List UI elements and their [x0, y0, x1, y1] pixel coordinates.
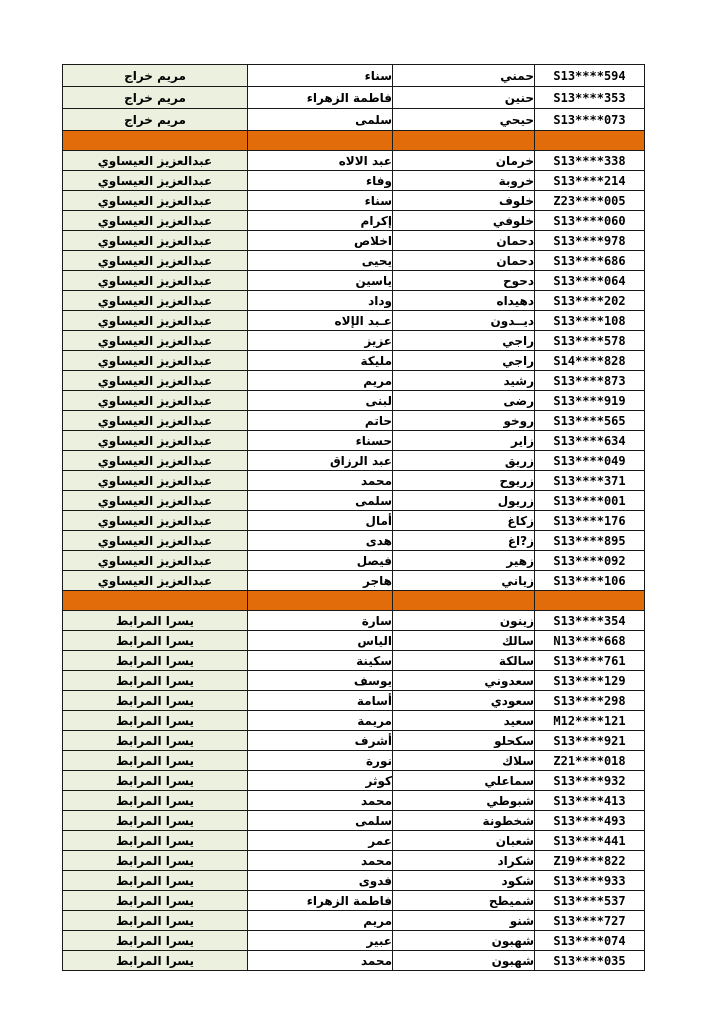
supervisor-cell: يسرا المرابط — [63, 731, 248, 751]
id-cell: S13****634 — [535, 431, 645, 451]
first-name-cell: هدى — [248, 531, 393, 551]
first-name-cell: حسناء — [248, 431, 393, 451]
last-name-cell: حيحي — [393, 109, 535, 131]
last-name-cell: سعدوني — [393, 671, 535, 691]
last-name-cell: دحمان — [393, 251, 535, 271]
supervisor-cell: عبدالعزيز العيساوي — [63, 571, 248, 591]
table-row — [63, 691, 645, 711]
id-cell: S13****074 — [535, 931, 645, 951]
last-name-cell: شنو — [393, 911, 535, 931]
table-row — [63, 331, 645, 351]
first-name-cell: يوسف — [248, 671, 393, 691]
first-name-cell: فيصل — [248, 551, 393, 571]
id-cell: M12****121 — [535, 711, 645, 731]
student-roster-table-wrap — [62, 64, 644, 971]
supervisor-cell: يسرا المرابط — [63, 771, 248, 791]
supervisor-cell: مريم خراج — [63, 87, 248, 109]
first-name-cell: أسامة — [248, 691, 393, 711]
last-name-cell: زياني — [393, 571, 535, 591]
id-cell: S13****354 — [535, 611, 645, 631]
table-row — [63, 211, 645, 231]
id-cell — [535, 131, 645, 151]
supervisor-cell: عبدالعزيز العيساوي — [63, 371, 248, 391]
id-cell: S13****035 — [535, 951, 645, 971]
last-name-cell: حنين — [393, 87, 535, 109]
first-name-cell: عمر — [248, 831, 393, 851]
first-name-cell — [248, 591, 393, 611]
id-cell: S13****493 — [535, 811, 645, 831]
id-cell: S13****873 — [535, 371, 645, 391]
last-name-cell: رشيد — [393, 371, 535, 391]
supervisor-cell: مريم خراج — [63, 65, 248, 87]
id-cell: S13****594 — [535, 65, 645, 87]
last-name-cell: زهير — [393, 551, 535, 571]
supervisor-cell: عبدالعزيز العيساوي — [63, 431, 248, 451]
supervisor-cell: يسرا المرابط — [63, 851, 248, 871]
last-name-cell: حمني — [393, 65, 535, 87]
table-row — [63, 87, 645, 109]
last-name-cell: رضى — [393, 391, 535, 411]
first-name-cell: سناء — [248, 65, 393, 87]
table-row — [63, 311, 645, 331]
first-name-cell: سناء — [248, 191, 393, 211]
table-row — [63, 871, 645, 891]
last-name-cell: راجي — [393, 351, 535, 371]
last-name-cell: خروبة — [393, 171, 535, 191]
supervisor-cell: عبدالعزيز العيساوي — [63, 471, 248, 491]
supervisor-cell: يسرا المرابط — [63, 951, 248, 971]
supervisor-cell: عبدالعزيز العيساوي — [63, 331, 248, 351]
id-cell: S13****108 — [535, 311, 645, 331]
last-name-cell: زينون — [393, 611, 535, 631]
last-name-cell — [393, 591, 535, 611]
supervisor-cell: يسرا المرابط — [63, 651, 248, 671]
id-cell: S13****129 — [535, 671, 645, 691]
id-cell: S13****686 — [535, 251, 645, 271]
supervisor-cell: يسرا المرابط — [63, 871, 248, 891]
last-name-cell: شهبون — [393, 951, 535, 971]
supervisor-cell: عبدالعزيز العيساوي — [63, 551, 248, 571]
id-cell: S13****371 — [535, 471, 645, 491]
supervisor-cell: عبدالعزيز العيساوي — [63, 391, 248, 411]
table-row — [63, 671, 645, 691]
first-name-cell: مريم — [248, 371, 393, 391]
last-name-cell: راجي — [393, 331, 535, 351]
supervisor-cell: عبدالعزيز العيساوي — [63, 411, 248, 431]
id-cell: Z23****005 — [535, 191, 645, 211]
id-cell: S13****060 — [535, 211, 645, 231]
id-cell: S13****001 — [535, 491, 645, 511]
first-name-cell — [248, 131, 393, 151]
last-name-cell: زريول — [393, 491, 535, 511]
first-name-cell: مريمة — [248, 711, 393, 731]
id-cell: S13****214 — [535, 171, 645, 191]
id-cell: S13****202 — [535, 291, 645, 311]
first-name-cell: سكينة — [248, 651, 393, 671]
supervisor-cell: عبدالعزيز العيساوي — [63, 151, 248, 171]
supervisor-cell: عبدالعزيز العيساوي — [63, 511, 248, 531]
table-row — [63, 651, 645, 671]
first-name-cell: فاطمة الزهراء — [248, 891, 393, 911]
last-name-cell: شكود — [393, 871, 535, 891]
first-name-cell: عبد الرزاق — [248, 451, 393, 471]
last-name-cell: شخطونة — [393, 811, 535, 831]
id-cell: S13****761 — [535, 651, 645, 671]
last-name-cell: سالكة — [393, 651, 535, 671]
table-row — [63, 251, 645, 271]
table-row — [63, 291, 645, 311]
last-name-cell: خلوف — [393, 191, 535, 211]
last-name-cell: زريوح — [393, 471, 535, 491]
supervisor-cell: يسرا المرابط — [63, 711, 248, 731]
table-row — [63, 65, 645, 87]
table-row — [63, 271, 645, 291]
first-name-cell: سارة — [248, 611, 393, 631]
last-name-cell: سالك — [393, 631, 535, 651]
last-name-cell: شهبون — [393, 931, 535, 951]
table-row — [63, 951, 645, 971]
separator-row — [63, 591, 645, 611]
id-cell: S13****338 — [535, 151, 645, 171]
first-name-cell: سلمى — [248, 491, 393, 511]
last-name-cell: ز?اغ — [393, 531, 535, 551]
id-cell: S14****828 — [535, 351, 645, 371]
id-cell: S13****978 — [535, 231, 645, 251]
first-name-cell: عـبد الإلاه — [248, 311, 393, 331]
supervisor-cell: يسرا المرابط — [63, 911, 248, 931]
last-name-cell: زاير — [393, 431, 535, 451]
id-cell: S13****413 — [535, 791, 645, 811]
table-row — [63, 231, 645, 251]
first-name-cell: محمد — [248, 791, 393, 811]
table-row — [63, 571, 645, 591]
id-cell: S13****565 — [535, 411, 645, 431]
first-name-cell: محمد — [248, 851, 393, 871]
last-name-cell: زريق — [393, 451, 535, 471]
first-name-cell: نورة — [248, 751, 393, 771]
table-row — [63, 751, 645, 771]
id-cell: S13****727 — [535, 911, 645, 931]
supervisor-cell: مريم خراج — [63, 109, 248, 131]
supervisor-cell: يسرا المرابط — [63, 791, 248, 811]
first-name-cell: الياس — [248, 631, 393, 651]
first-name-cell: فدوى — [248, 871, 393, 891]
supervisor-cell: يسرا المرابط — [63, 831, 248, 851]
id-cell: S13****064 — [535, 271, 645, 291]
first-name-cell: حاتم — [248, 411, 393, 431]
table-row — [63, 511, 645, 531]
first-name-cell: أمال — [248, 511, 393, 531]
table-row — [63, 711, 645, 731]
supervisor-cell: يسرا المرابط — [63, 631, 248, 651]
last-name-cell: شعبان — [393, 831, 535, 851]
supervisor-cell: يسرا المرابط — [63, 611, 248, 631]
supervisor-cell: عبدالعزيز العيساوي — [63, 271, 248, 291]
supervisor-cell: يسرا المرابط — [63, 891, 248, 911]
table-row — [63, 831, 645, 851]
last-name-cell — [393, 131, 535, 151]
supervisor-cell: عبدالعزيز العيساوي — [63, 491, 248, 511]
last-name-cell: روخو — [393, 411, 535, 431]
table-row — [63, 351, 645, 371]
id-cell: Z19****822 — [535, 851, 645, 871]
supervisor-cell: عبدالعزيز العيساوي — [63, 291, 248, 311]
first-name-cell: مليكة — [248, 351, 393, 371]
supervisor-cell: عبدالعزيز العيساوي — [63, 251, 248, 271]
first-name-cell: محمد — [248, 471, 393, 491]
last-name-cell: سماعلي — [393, 771, 535, 791]
id-cell: S13****073 — [535, 109, 645, 131]
table-row — [63, 191, 645, 211]
table-row — [63, 411, 645, 431]
first-name-cell: يحيى — [248, 251, 393, 271]
table-body — [63, 65, 645, 971]
table-row — [63, 371, 645, 391]
supervisor-cell: عبدالعزيز العيساوي — [63, 211, 248, 231]
id-cell: S13****933 — [535, 871, 645, 891]
id-cell: S13****441 — [535, 831, 645, 851]
supervisor-cell: يسرا المرابط — [63, 751, 248, 771]
last-name-cell: دحمان — [393, 231, 535, 251]
table-row — [63, 531, 645, 551]
table-row — [63, 611, 645, 631]
last-name-cell: سكحلو — [393, 731, 535, 751]
supervisor-cell: عبدالعزيز العيساوي — [63, 351, 248, 371]
last-name-cell: خلوفي — [393, 211, 535, 231]
first-name-cell: وداد — [248, 291, 393, 311]
first-name-cell: لبنى — [248, 391, 393, 411]
supervisor-cell: يسرا المرابط — [63, 811, 248, 831]
supervisor-cell — [63, 131, 248, 151]
table-row — [63, 791, 645, 811]
supervisor-cell: يسرا المرابط — [63, 931, 248, 951]
last-name-cell: سلاك — [393, 751, 535, 771]
table-row — [63, 891, 645, 911]
id-cell: S13****578 — [535, 331, 645, 351]
first-name-cell: وفاء — [248, 171, 393, 191]
id-cell: S13****092 — [535, 551, 645, 571]
last-name-cell: زكاغ — [393, 511, 535, 531]
id-cell: S13****298 — [535, 691, 645, 711]
last-name-cell: سعودي — [393, 691, 535, 711]
first-name-cell: أشرف — [248, 731, 393, 751]
first-name-cell: ياسين — [248, 271, 393, 291]
last-name-cell: شميطح — [393, 891, 535, 911]
last-name-cell: دحوح — [393, 271, 535, 291]
id-cell: S13****921 — [535, 731, 645, 751]
table-row — [63, 491, 645, 511]
table-row — [63, 811, 645, 831]
id-cell: N13****668 — [535, 631, 645, 651]
supervisor-cell: يسرا المرابط — [63, 671, 248, 691]
supervisor-cell: عبدالعزيز العيساوي — [63, 171, 248, 191]
first-name-cell: فاطمة الزهراء — [248, 87, 393, 109]
table-row — [63, 771, 645, 791]
first-name-cell: هاجر — [248, 571, 393, 591]
id-cell: S13****049 — [535, 451, 645, 471]
first-name-cell: عبد الالاه — [248, 151, 393, 171]
first-name-cell: مريم — [248, 911, 393, 931]
supervisor-cell: عبدالعزيز العيساوي — [63, 191, 248, 211]
student-roster-table — [62, 64, 645, 971]
table-row — [63, 431, 645, 451]
table-row — [63, 171, 645, 191]
supervisor-cell: يسرا المرابط — [63, 691, 248, 711]
table-row — [63, 911, 645, 931]
supervisor-cell: عبدالعزيز العيساوي — [63, 531, 248, 551]
table-row — [63, 851, 645, 871]
id-cell: S13****537 — [535, 891, 645, 911]
id-cell: S13****895 — [535, 531, 645, 551]
table-row — [63, 631, 645, 651]
id-cell: S13****932 — [535, 771, 645, 791]
id-cell: S13****176 — [535, 511, 645, 531]
last-name-cell: دهيداه — [393, 291, 535, 311]
last-name-cell: شكراد — [393, 851, 535, 871]
supervisor-cell: عبدالعزيز العيساوي — [63, 451, 248, 471]
first-name-cell: محمد — [248, 951, 393, 971]
table-row — [63, 731, 645, 751]
table-row — [63, 109, 645, 131]
id-cell: S13****106 — [535, 571, 645, 591]
first-name-cell: سلمى — [248, 109, 393, 131]
first-name-cell: اخلاص — [248, 231, 393, 251]
last-name-cell: خرمان — [393, 151, 535, 171]
table-row — [63, 551, 645, 571]
first-name-cell: كوثر — [248, 771, 393, 791]
last-name-cell: سعيد — [393, 711, 535, 731]
supervisor-cell: عبدالعزيز العيساوي — [63, 311, 248, 331]
table-row — [63, 931, 645, 951]
first-name-cell: عزيز — [248, 331, 393, 351]
id-cell: Z21****018 — [535, 751, 645, 771]
id-cell: S13****919 — [535, 391, 645, 411]
table-row — [63, 151, 645, 171]
last-name-cell: شبوطي — [393, 791, 535, 811]
table-row — [63, 391, 645, 411]
first-name-cell: سلمى — [248, 811, 393, 831]
table-row — [63, 451, 645, 471]
first-name-cell: عبير — [248, 931, 393, 951]
supervisor-cell: عبدالعزيز العيساوي — [63, 231, 248, 251]
last-name-cell: ديــدون — [393, 311, 535, 331]
id-cell — [535, 591, 645, 611]
separator-row — [63, 131, 645, 151]
id-cell: S13****353 — [535, 87, 645, 109]
supervisor-cell — [63, 591, 248, 611]
first-name-cell: إكرام — [248, 211, 393, 231]
table-row — [63, 471, 645, 491]
